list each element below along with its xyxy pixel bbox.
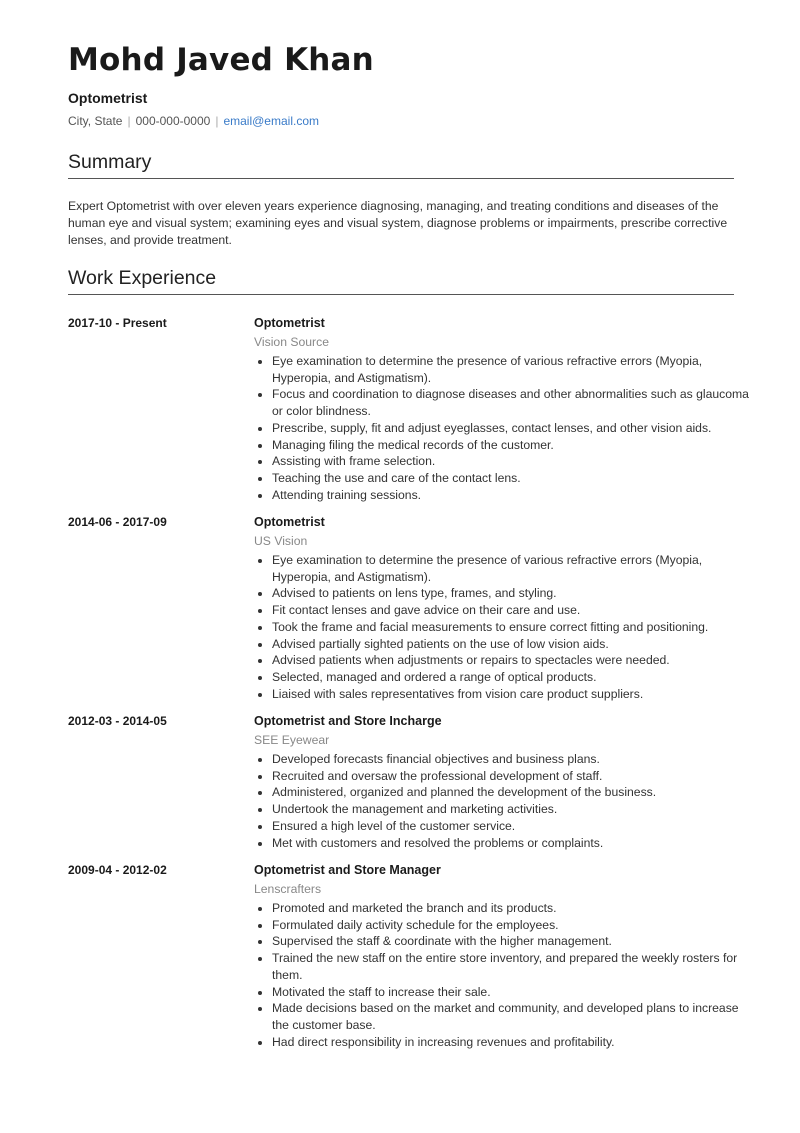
separator: | xyxy=(127,114,131,128)
job-date: 2012-03 - 2014-05 xyxy=(68,714,167,728)
job-company: SEE Eyewear xyxy=(254,733,330,747)
bullet-item: • Advised partially sighted patients on the use of low vision aids. xyxy=(272,636,752,653)
bullet-item: • Teaching the use and care of the contact lens. xyxy=(272,470,752,487)
work-experience-heading: Work Experience xyxy=(68,267,734,295)
bullet-item: • Motivated the staff to increase their sale. xyxy=(272,984,752,1001)
job-role: Optometrist and Store Manager xyxy=(254,863,441,877)
job-bullets xyxy=(254,353,752,503)
bullet-item: • Met with customers and resolved the problems or complaints. xyxy=(272,835,752,852)
bullet-item: • Eye examination to determine the presence of various refractive errors (Myopia, Hyperopia, and Astigmatism). xyxy=(272,353,752,386)
bullet-item: • Undertook the management and marketing activities. xyxy=(272,801,752,818)
job-title: Optometrist xyxy=(68,90,148,106)
contact-line xyxy=(68,114,319,128)
bullet-item: • Fit contact lenses and gave advice on their care and use. xyxy=(272,602,752,619)
bullet-item: • Assisting with frame selection. xyxy=(272,453,752,470)
bullet-item: • Attending training sessions. xyxy=(272,487,752,504)
bullet-item: • Prescribe, supply, fit and adjust eyeglasses, contact lenses, and other vision aids. xyxy=(272,420,752,437)
candidate-name: Mohd Javed Khan xyxy=(68,42,374,78)
job-role: Optometrist xyxy=(254,515,325,529)
bullet-item: • Ensured a high level of the customer service. xyxy=(272,818,752,835)
bullet-item: • Liaised with sales representatives from vision care product suppliers. xyxy=(272,686,752,703)
bullet-item: • Developed forecasts financial objectives and business plans. xyxy=(272,751,752,768)
bullet-item: • Selected, managed and ordered a range of optical products. xyxy=(272,669,752,686)
bullet-item: • Advised patients when adjustments or repairs to spectacles were needed. xyxy=(272,652,752,669)
job-company: Lenscrafters xyxy=(254,882,322,896)
email-link[interactable]: email@email.com xyxy=(223,114,319,128)
bullet-item: • Promoted and marketed the branch and its products. xyxy=(272,900,752,917)
job-company: US Vision xyxy=(254,534,308,548)
summary-text: Expert Optometrist with over eleven years experience diagnosing, managing, and treating conditions and diseases of the human eye and visual system; examining eyes and visual system, diagnose problems or impairments, prescribe corrective lenses, and provide treatment. xyxy=(68,199,728,247)
job-role: Optometrist and Store Incharge xyxy=(254,714,442,728)
bullet-item: • Formulated daily activity schedule for the employees. xyxy=(272,917,752,934)
bullet-item: • Advised to patients on lens type, frames, and styling. xyxy=(272,585,752,602)
job-date: 2014-06 - 2017-09 xyxy=(68,515,167,529)
job-bullets xyxy=(254,751,752,851)
bullet-item: • Took the frame and facial measurements to ensure correct fitting and positioning. xyxy=(272,619,752,636)
bullet-item: • Eye examination to determine the presence of various refractive errors (Myopia, Hyperopia, and Astigmatism). xyxy=(272,552,752,585)
bullet-item: • Made decisions based on the market and community, and developed plans to increase the customer base. xyxy=(272,1000,752,1033)
job-date: 2009-04 - 2012-02 xyxy=(68,863,167,877)
location: City, State xyxy=(68,114,123,128)
summary-heading: Summary xyxy=(68,151,734,179)
bullet-item: • Focus and coordination to diagnose diseases and other abnormalities such as glaucoma or color blindness. xyxy=(272,386,752,419)
bullet-item: • Supervised the staff & coordinate with the higher management. xyxy=(272,933,752,950)
bullet-item: • Administered, organized and planned the development of the business. xyxy=(272,784,752,801)
job-bullets xyxy=(254,552,752,702)
phone: 000-000-0000 xyxy=(135,114,211,128)
job-company: Vision Source xyxy=(254,335,329,349)
job-bullets xyxy=(254,900,752,1050)
bullet-item: • Managing filing the medical records of the customer. xyxy=(272,437,752,454)
separator: | xyxy=(215,114,219,128)
job-role: Optometrist xyxy=(254,316,325,330)
bullet-item: • Had direct responsibility in increasing revenues and profitability. xyxy=(272,1034,752,1051)
bullet-item: • Trained the new staff on the entire store inventory, and prepared the weekly rosters for them. xyxy=(272,950,752,983)
bullet-item: • Recruited and oversaw the professional development of staff. xyxy=(272,768,752,785)
job-date: 2017-10 - Present xyxy=(68,316,167,330)
